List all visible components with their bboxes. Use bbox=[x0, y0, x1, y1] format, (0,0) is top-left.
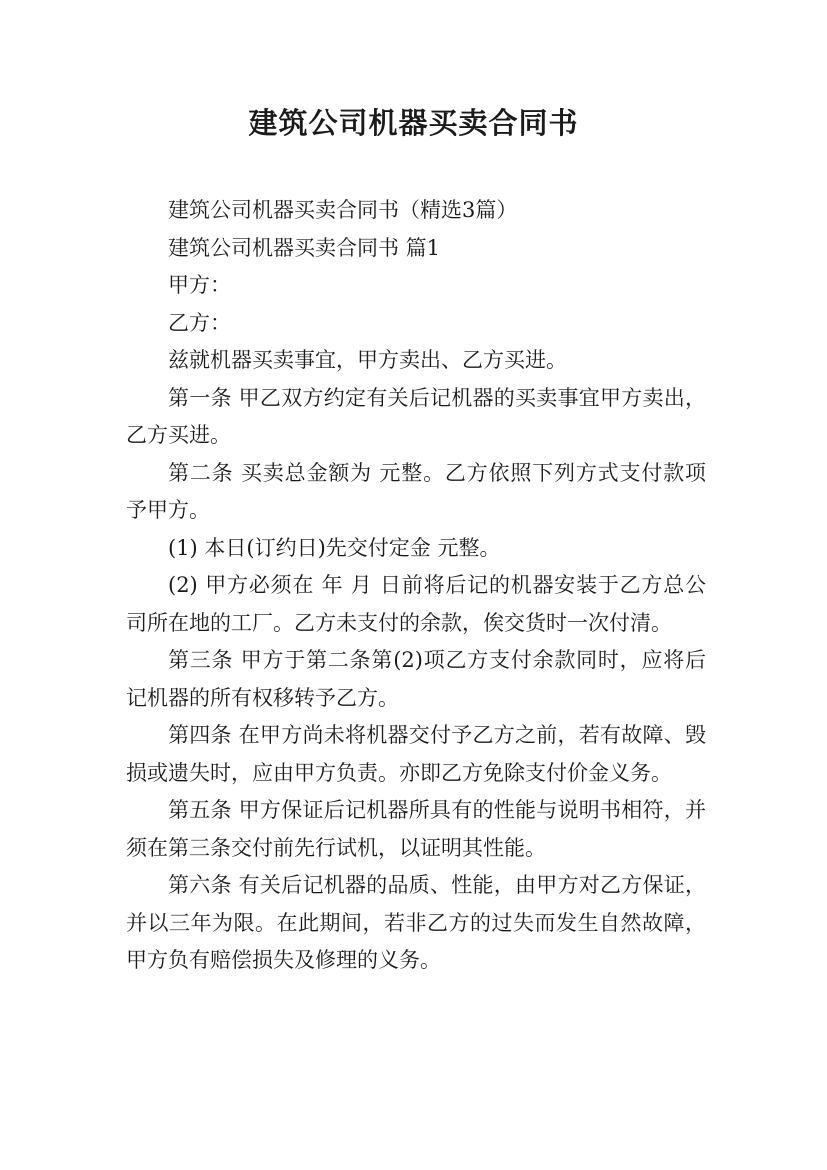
paragraph-article-1: 第一条 甲乙双方约定有关后记机器的买卖事宜甲方卖出，乙方买进。 bbox=[126, 385, 706, 447]
document-body bbox=[126, 192, 706, 980]
paragraph-article-2-item-1: (1) 本日(订约日)先交付定金 元整。 bbox=[168, 535, 501, 560]
paragraph-article-3: 第三条 甲方于第二条第(2)项乙方支付余款同时，应将后记机器的所有权移转予乙方。 bbox=[126, 648, 706, 710]
paragraph-section-heading: 建筑公司机器买卖合同书 篇1 bbox=[168, 235, 441, 260]
paragraph-article-2: 第二条 买卖总金额为 元整。乙方依照下列方式支付款项予甲方。 bbox=[126, 460, 706, 522]
paragraph-preamble: 兹就机器买卖事宜，甲方卖出、乙方买进。 bbox=[168, 348, 567, 372]
document-title: 建筑公司机器买卖合同书 bbox=[248, 106, 579, 140]
paragraph-subtitle: 建筑公司机器买卖合同书（精选3篇） bbox=[168, 198, 518, 222]
paragraph-party-a: 甲方： bbox=[168, 273, 231, 297]
paragraph-article-6: 第六条 有关后记机器的品质、性能，由甲方对乙方保证，并以三年为限。在此期间，若非乙方的过失而发生自然故障，甲方负有赔偿损失及修理的义务。 bbox=[126, 873, 706, 972]
paragraph-article-2-item-2: (2) 甲方必须在 年 月 日前将后记的机器安装于乙方总公司所在地的工厂。乙方未支付的余款，俟交货时一次付清。 bbox=[126, 573, 706, 635]
paragraph-article-4: 第四条 在甲方尚未将机器交付予乙方之前，若有故障、毁损或遗失时，应由甲方负责。亦即乙方免除支付价金义务。 bbox=[126, 723, 706, 785]
paragraph-article-5: 第五条 甲方保证后记机器所具有的性能与说明书相符，并须在第三条交付前先行试机，以证明其性能。 bbox=[126, 798, 706, 860]
paragraph-party-b: 乙方： bbox=[168, 310, 231, 335]
